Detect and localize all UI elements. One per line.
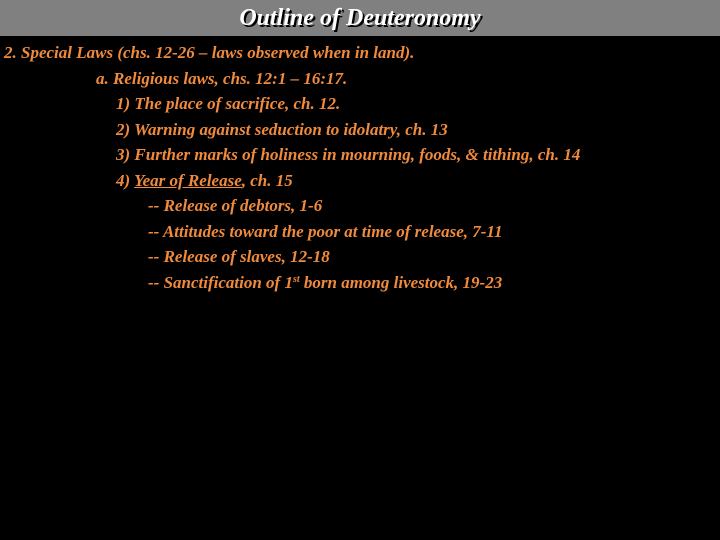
outline-item-3: 3) Further marks of holiness in mourning, foods, & tithing, ch. 14 (116, 145, 581, 164)
outline-subitem-4-sup: st (292, 273, 300, 285)
outline-subitem-3: -- Release of slaves, 12-18 (148, 247, 330, 266)
outline-item-1: 1) The place of sacrifice, ch. 12. (116, 94, 341, 113)
title-bar (0, 0, 720, 36)
outline-subitem-4 (0, 270, 720, 296)
slide-title: Outline of Deuteronomy (239, 5, 481, 31)
outline-subitem-4-after: born among livestock, 19-23 (299, 272, 503, 292)
outline-body (0, 40, 720, 295)
outline-subitem-4-before: -- Sanctification of 1 (148, 272, 293, 292)
outline-item-4 (0, 168, 720, 194)
outline-item-4-number: 4) (116, 170, 135, 190)
outline-item-2: 2) Warning against seduction to idolatry, ch. 13 (116, 119, 448, 139)
outline-item-4-rest: , ch. 15 (241, 170, 293, 190)
outline-item-4-title: Year of Release (134, 170, 242, 190)
outline-subheading: a. Religious laws, chs. 12:1 – 16:17. (96, 68, 348, 88)
outline-subitem-1: -- Release of debtors, 1-6 (148, 196, 323, 215)
outline-subitem-2: -- Attitudes toward the poor at time of release, 7-11 (148, 221, 503, 241)
outline-heading: 2. Special Laws (chs. 12-26 – laws observed when in land). (4, 43, 415, 62)
